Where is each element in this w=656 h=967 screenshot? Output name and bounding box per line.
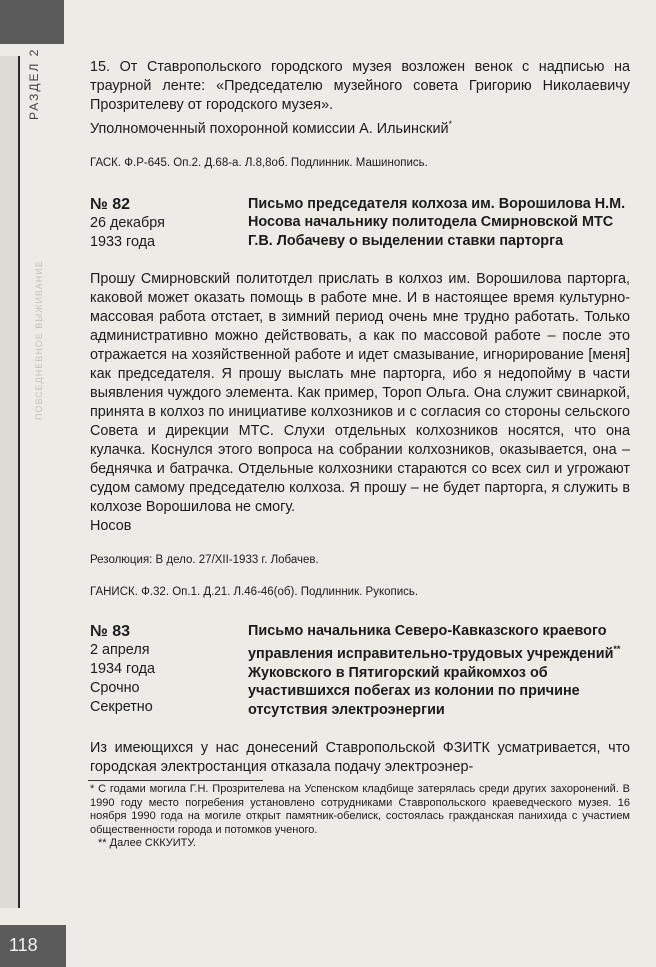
section-label: РАЗДЕЛ 2 bbox=[27, 47, 41, 120]
item15-signature bbox=[90, 115, 630, 139]
doc83-title-part2: Жуковского в Пятигорский крайкомхоз об участившихся побегах из колонии по причине отсутствия электроэнергии bbox=[248, 664, 580, 718]
doc83-header bbox=[90, 622, 630, 719]
doc82-number: № 82 bbox=[90, 195, 131, 213]
doc82-meta bbox=[90, 195, 248, 252]
doc83-title-mark: ** bbox=[613, 644, 621, 655]
doc83-title-part1: Письмо начальника Северо-Кавказского краевого управления исправительно-трудовых учреждений bbox=[248, 622, 614, 663]
footnote-divider bbox=[88, 780, 263, 781]
footnote-2: ** Далее СККУИТУ. bbox=[98, 837, 196, 850]
doc83-date-day: 2 апреля bbox=[90, 641, 150, 658]
page-number: 118 bbox=[9, 935, 38, 955]
doc82-date-year: 1933 года bbox=[90, 233, 156, 250]
doc83-title bbox=[248, 622, 630, 719]
top-corner-block bbox=[0, 0, 64, 44]
item15-source: ГАСК. Ф.Р-645. Оп.2. Д.68-а. Л.8,8об. Подлинник. Машинопись. bbox=[90, 156, 428, 169]
doc82-signature: Носов bbox=[90, 517, 132, 534]
doc83-flag-urgent: Срочно bbox=[90, 679, 140, 696]
doc83-number: № 83 bbox=[90, 622, 131, 640]
doc83-body: Из имеющихся у нас донесений Ставропольской ФЗИТК усматривается, что городская электростанция отказала подачу электроэнер- bbox=[90, 740, 630, 776]
doc83-date-year: 1934 года bbox=[90, 660, 156, 677]
page-content bbox=[90, 58, 630, 851]
doc82-resolution: Резолюция: В дело. 27/XII-1933 г. Лобачев. bbox=[90, 553, 319, 566]
doc83-flag-secret: Секретно bbox=[90, 698, 153, 715]
item15-text: 15. От Ставропольского городского музея возложен венок с надписью на траурной ленте: «Председателю музейного совета Григорию Николаевичу Прозрителеву от городского музея». bbox=[90, 59, 630, 113]
side-ghost-text: ПОВСЕДНЕВНОЕ ВЫЖИВАНИЕ bbox=[34, 260, 44, 420]
doc82-title: Письмо председателя колхоза им. Ворошилова Н.М. Носова начальнику политодела Смирновской МТС Г.В. Лобачеву о выделении ставки парторга bbox=[248, 195, 626, 249]
doc82-header bbox=[90, 195, 630, 252]
doc82-source: ГАНИСК. Ф.32. Оп.1. Д.21. Л.46-46(об). Подлинник. Рукопись. bbox=[90, 585, 419, 598]
footnote-1: * С годами могила Г.Н. Прозрителева на Успенском кладбище затерялась среди других захоронений. В 1990 году место погребения установлено сотрудниками Ставропольского краеведческого музея. 16 ноября 1990 года на могиле открыт памятник-обелиск, состоялась гражданская панихида с участием общественности города и потомков ученого. bbox=[90, 783, 630, 836]
item15-signature-text: Уполномоченный похоронной комиссии А. Ильинский bbox=[90, 120, 449, 137]
doc82-body: Прошу Смирновский политотдел прислать в колхоз им. Ворошилова парторга, каковой может оказать помощь в работе мне. И в настоящее время культурно-массовая работа отстает, в зимний период очень мне трудно работать. Только административно можно действовать, а как по массовой работе – после это отражается на хозяйственной работе и идет смазывание, игнорирование [меня] как председателя. Я прошу выслать мне парторга, ибо я недопойму в части выявления чуждого элемента. Как пример, Тороп Ольга. Она служит свинаркой, принята в колхоз по инициативе колхозников и с согласия со стороны сельского Совета и дирекции МТС. Слухи отдельных колхозников носятся, что она кулачка. Коснулся этого вопроса на собрании колхозников, оказывается, она – беднячка и батрачка. Отдельные колхозники стараются со всех сил и угрожают судом самому председателю колхоза. Я прошу – не будет парторга, я служить в колхозе Ворошилова не смогу. bbox=[90, 270, 630, 515]
item15-signature-mark: * bbox=[448, 119, 453, 129]
doc83-meta bbox=[90, 622, 248, 719]
doc82-date-day: 26 декабря bbox=[90, 214, 165, 231]
side-strip bbox=[0, 56, 20, 908]
